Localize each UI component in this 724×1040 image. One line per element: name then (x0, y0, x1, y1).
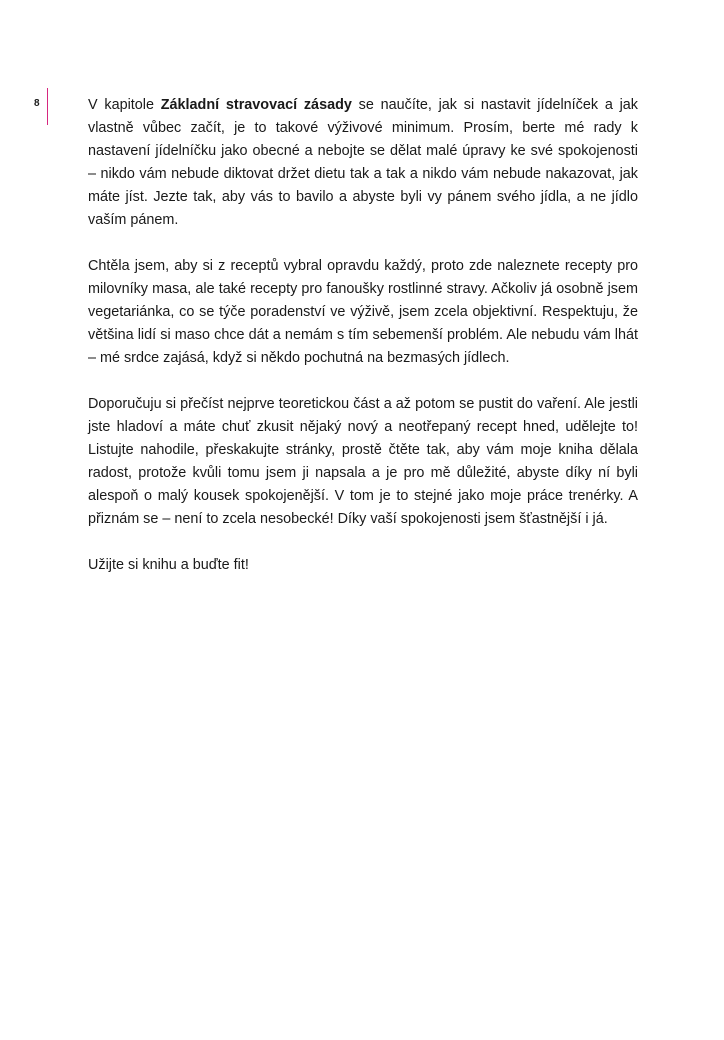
paragraph-1 (88, 94, 638, 232)
chapter-reference: Základní stravovací zásady (160, 97, 352, 113)
paragraph-1-text: se naučíte, jak si nastavit jídelníček a jak vlastně vůbec začít, je to takové výživové minimum. Prosím, berte mé rady k nastavení jídelníčku jako obecné a nebojte se dělat malé úpravy ke své spokojenosti – nikdo vám nebude diktovat držet dietu tak a tak a nikdo vám nebude nakazovat, jak máte jíst. Jezte tak, aby vás to bavilo a abyste byli vy pánem svého jídla, a ne jídlo vaším pánem. (88, 97, 639, 228)
paragraph-4: Užijte si knihu a buďte fit! (88, 557, 249, 573)
paragraph-1-intro: V kapitole (88, 97, 161, 113)
paragraph-2: Chtěla jsem, aby si z receptů vybral opravdu každý, proto zde naleznete recepty pro milovníky masa, ale také recepty pro fanoušky rostlinné stravy. Ačkoliv já osobně jsem vegetariánka, co se týče poradenství ve výživě, jsem zcela objektivní. Respektuju, že většina lidí si maso chce dát a nemám s tím sebemenší problém. Ale nebudu vám lhát – mé srdce zajásá, když si někdo pochutná na bezmasých jídlech. (88, 258, 638, 366)
paragraph-3: Doporučuju si přečíst nejprve teoretickou část a až potom se pustit do vaření. Ale jestli jste hladoví a máte chuť zkusit nějaký nový a neotřepaný recept hned, udělejte to! Listujte nahodile, přeskakujte stránky, prostě čtěte tak, aby vám moje kniha dělala radost, protože kvůli tomu jsem ji napsala a je pro mě důležité, abyste díky ní byli alespoň o malý kousek spokojenější. V tom je to stejné jako moje práce trenérky. A přiznám se – není to zcela nesobecké! Díky vaší spokojenosti jsem šťastnější i já. (88, 396, 638, 527)
page-number-divider (47, 88, 48, 125)
page-number: 8 (34, 98, 40, 109)
body-text (88, 94, 638, 600)
